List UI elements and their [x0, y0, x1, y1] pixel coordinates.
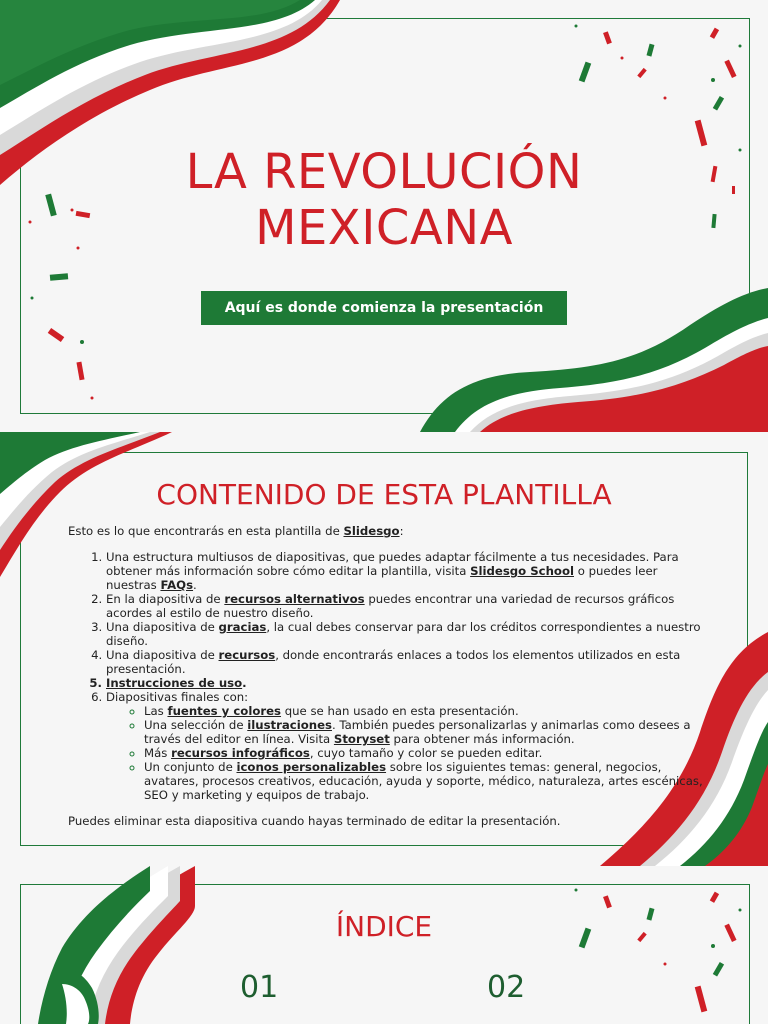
slide-index — [0, 866, 768, 1024]
list-item — [106, 592, 708, 620]
index-number-2: 02 — [487, 970, 526, 1005]
alternative-resources-link[interactable]: recursos alternativos — [224, 592, 365, 606]
item-text: sobre los siguientes temas: general, negocios, avatares, procesos creativos, educación, ayuda y soporte, médico, naturaleza, artes escénicas, SEO y marketing y equipos de trabajo. — [144, 760, 703, 802]
item-text: . También puedes personalizarlas y animarlas como desees a través del editor en línea. Visita — [144, 718, 691, 746]
list-item — [106, 620, 708, 648]
item-text: para obtener más información. — [389, 732, 575, 746]
sub-list-item — [144, 704, 708, 718]
storyset-link[interactable]: Storyset — [333, 732, 390, 746]
contents-list — [68, 550, 708, 802]
faqs-link[interactable]: FAQs — [160, 578, 194, 592]
item-text: Una estructura multiusos de diapositivas, que puedes adaptar fácilmente a tus necesidades. Para obtener más información sobre cómo editar la plantilla, visita — [106, 550, 679, 578]
infographic-resources-link[interactable]: recursos infográficos — [171, 746, 310, 760]
list-item — [106, 690, 708, 802]
intro-text: Esto es lo que encontrarás en esta plantilla de — [68, 524, 344, 538]
item-text: En la diapositiva de — [106, 592, 225, 606]
item-text: Un conjunto de — [144, 760, 237, 774]
item-text: Una selección de — [144, 718, 248, 732]
sub-list-item — [144, 746, 708, 760]
illustrations-link[interactable]: ilustraciones — [247, 718, 332, 732]
index-number-1: 01 — [240, 970, 279, 1005]
thanks-link[interactable]: gracias — [218, 620, 267, 634]
confetti-right — [0, 866, 768, 1024]
item-text: Una diapositiva de — [106, 620, 219, 634]
index-title: ÍNDICE — [335, 910, 433, 943]
intro-paragraph — [68, 524, 708, 538]
list-item — [106, 676, 708, 690]
instructions-link[interactable]: Instrucciones de uso — [106, 676, 243, 690]
item-text: Las — [144, 704, 168, 718]
list-item — [106, 648, 708, 676]
slidesgo-link[interactable]: Slidesgo — [343, 524, 400, 538]
sub-list — [106, 704, 708, 802]
item-text: Más — [144, 746, 172, 760]
item-text: que se han usado en esta presentación. — [281, 704, 519, 718]
item-text: Una diapositiva de — [106, 648, 219, 662]
item-text: , donde encontrarás enlaces a todos los elementos utilizados en esta presentación. — [106, 648, 681, 676]
fonts-colors-link[interactable]: fuentes y colores — [167, 704, 282, 718]
subtitle-banner: Aquí es donde comienza la presentación — [201, 291, 567, 325]
contents-body — [68, 524, 708, 828]
title-line-2: MEXICANA — [255, 200, 513, 256]
title-line-1: LA REVOLUCIÓN — [185, 144, 583, 200]
item-text: Diapositivas finales con: — [106, 690, 249, 704]
intro-end: : — [399, 524, 404, 538]
contents-title: CONTENIDO DE ESTA PLANTILLA — [156, 478, 612, 511]
sub-list-item — [144, 760, 708, 802]
presentation-title — [0, 144, 768, 256]
list-item — [106, 550, 708, 592]
slide-title — [0, 0, 768, 432]
item-text: . — [242, 676, 247, 690]
custom-icons-link[interactable]: iconos personalizables — [236, 760, 387, 774]
item-text: o puedes leer nuestras — [106, 564, 658, 592]
item-text: . — [193, 578, 197, 592]
item-text: puedes encontrar una variedad de recursos gráficos acordes al estilo de nuestro diseño. — [106, 592, 675, 620]
item-text: , cuyo tamaño y color se pueden editar. — [309, 746, 543, 760]
slide-contents — [0, 432, 768, 866]
sub-list-item — [144, 718, 708, 746]
resources-link[interactable]: recursos — [218, 648, 276, 662]
slidesgo-school-link[interactable]: Slidesgo School — [470, 564, 574, 578]
outro-paragraph: Puedes eliminar esta diapositiva cuando hayas terminado de editar la presentación. — [68, 814, 561, 828]
item-text: , la cual debes conservar para dar los créditos correspondientes a nuestro diseño. — [106, 620, 701, 648]
